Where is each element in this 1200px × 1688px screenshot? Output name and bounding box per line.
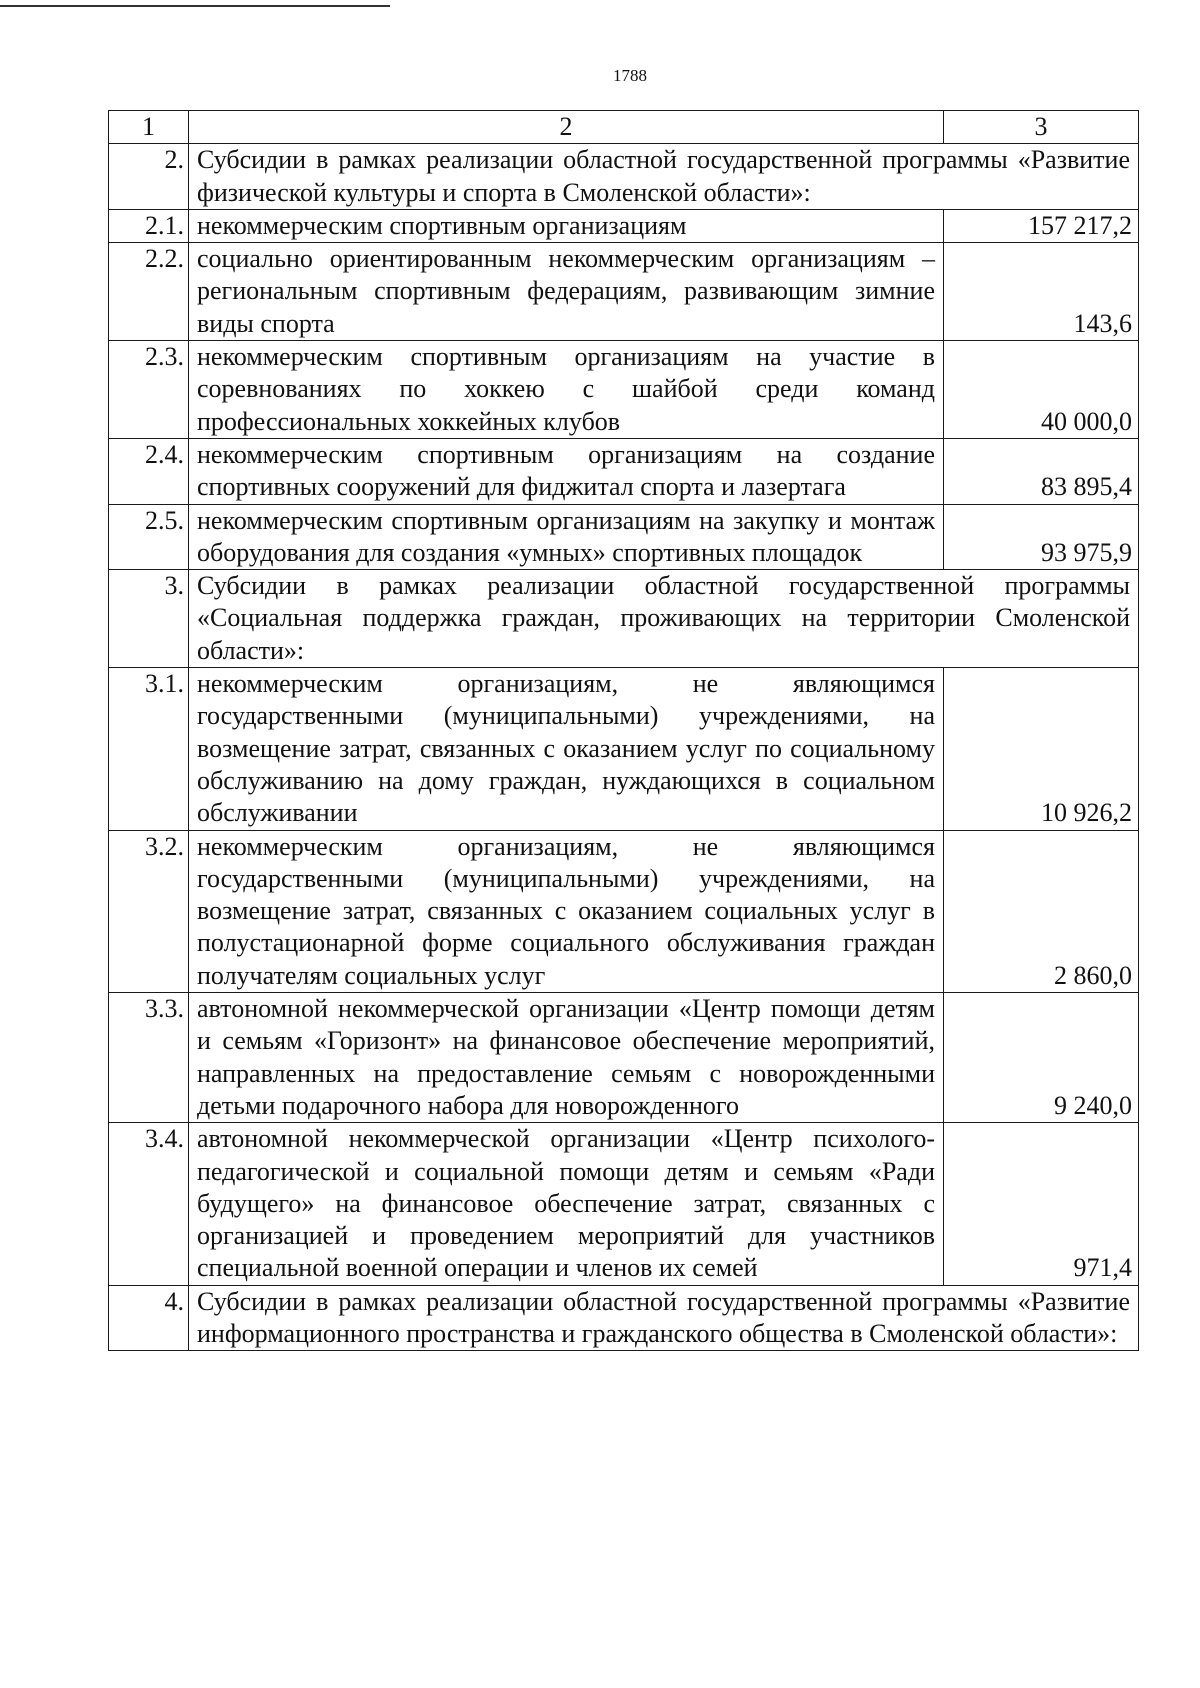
subsidy-amount: 9 240,0	[944, 993, 1139, 1123]
section-title: Субсидии в рамках реализации областной государственной программы «Развитие информационного пространства и гражданского общества в Смоленской области»:	[189, 1285, 1139, 1351]
row-number: 3.3.	[109, 993, 189, 1123]
table-row	[109, 438, 1139, 504]
recipient-description: некоммерческим спортивным организациям	[189, 209, 944, 242]
subsidy-amount: 10 926,2	[944, 668, 1139, 830]
recipient-description: некоммерческим организациям, не являющимся государственными (муниципальными) учреждениями, на возмещение затрат, связанных с оказанием социальных услуг в полустационарной форме социального обслуживания граждан получателям социальных услуг	[189, 830, 944, 992]
table-row	[109, 830, 1139, 992]
row-number: 3.2.	[109, 830, 189, 992]
table-body	[109, 111, 1139, 1351]
table-row	[109, 993, 1139, 1123]
row-number: 3.	[109, 570, 189, 668]
table-row	[109, 341, 1139, 439]
header-cell-3: 3	[944, 111, 1139, 144]
row-number: 3.4.	[109, 1123, 189, 1285]
row-number: 2.	[109, 144, 189, 210]
recipient-description: социально ориентированным некоммерческим организациям – региональным спортивным федерациям, развивающим зимние виды спорта	[189, 243, 944, 341]
subsidy-table	[108, 110, 1139, 1351]
row-number: 2.1.	[109, 209, 189, 242]
subsidy-amount: 40 000,0	[944, 341, 1139, 439]
table-row	[109, 209, 1139, 242]
table-row	[109, 243, 1139, 341]
row-number: 4.	[109, 1285, 189, 1351]
table-header-row	[109, 111, 1139, 144]
row-number: 2.4.	[109, 438, 189, 504]
recipient-description: некоммерческим спортивным организациям на участие в соревнованиях по хоккею с шайбой среди команд профессиональных хоккейных клубов	[189, 341, 944, 439]
row-number: 2.2.	[109, 243, 189, 341]
subsidy-amount: 2 860,0	[944, 830, 1139, 992]
section-row	[109, 144, 1139, 210]
section-title: Субсидии в рамках реализации областной государственной программы «Развитие физической культуры и спорта в Смоленской области»:	[189, 144, 1139, 210]
header-cell-1: 1	[109, 111, 189, 144]
recipient-description: автономной некоммерческой организации «Центр помощи детям и семьям «Горизонт» на финансовое обеспечение мероприятий, направленных на предоставление семьям с новорожденными детьми подарочного набора для новорожденного	[189, 993, 944, 1123]
subsidy-amount: 971,4	[944, 1123, 1139, 1285]
table-row	[109, 1123, 1139, 1285]
section-row	[109, 1285, 1139, 1351]
row-number: 2.3.	[109, 341, 189, 439]
table-row	[109, 504, 1139, 570]
recipient-description: некоммерческим спортивным организациям на закупку и монтаж оборудования для создания «умных» спортивных площадок	[189, 504, 944, 570]
subsidy-amount: 83 895,4	[944, 438, 1139, 504]
table-row	[109, 668, 1139, 830]
subsidy-amount: 93 975,9	[944, 504, 1139, 570]
recipient-description: автономной некоммерческой организации «Центр психолого-педагогической и социальной помощи детям и семьям «Ради будущего» на финансовое обеспечение затрат, связанных с организацией и проведением мероприятий для участников специальной военной операции и членов их семей	[189, 1123, 944, 1285]
scan-edge-line	[0, 5, 390, 7]
page-number: 1788	[613, 66, 647, 85]
header-cell-2: 2	[189, 111, 944, 144]
section-title: Субсидии в рамках реализации областной государственной программы «Социальная поддержка граждан, проживающих на территории Смоленской области»:	[189, 570, 1139, 668]
subsidy-amount: 157 217,2	[944, 209, 1139, 242]
subsidy-amount: 143,6	[944, 243, 1139, 341]
row-number: 3.1.	[109, 668, 189, 830]
recipient-description: некоммерческим спортивным организациям на создание спортивных сооружений для фиджитал спорта и лазертага	[189, 438, 944, 504]
row-number: 2.5.	[109, 504, 189, 570]
recipient-description: некоммерческим организациям, не являющимся государственными (муниципальными) учреждениями, на возмещение затрат, связанных с оказанием услуг по социальному обслуживанию на дому граждан, нуждающихся в социальном обслуживании	[189, 668, 944, 830]
section-row	[109, 570, 1139, 668]
